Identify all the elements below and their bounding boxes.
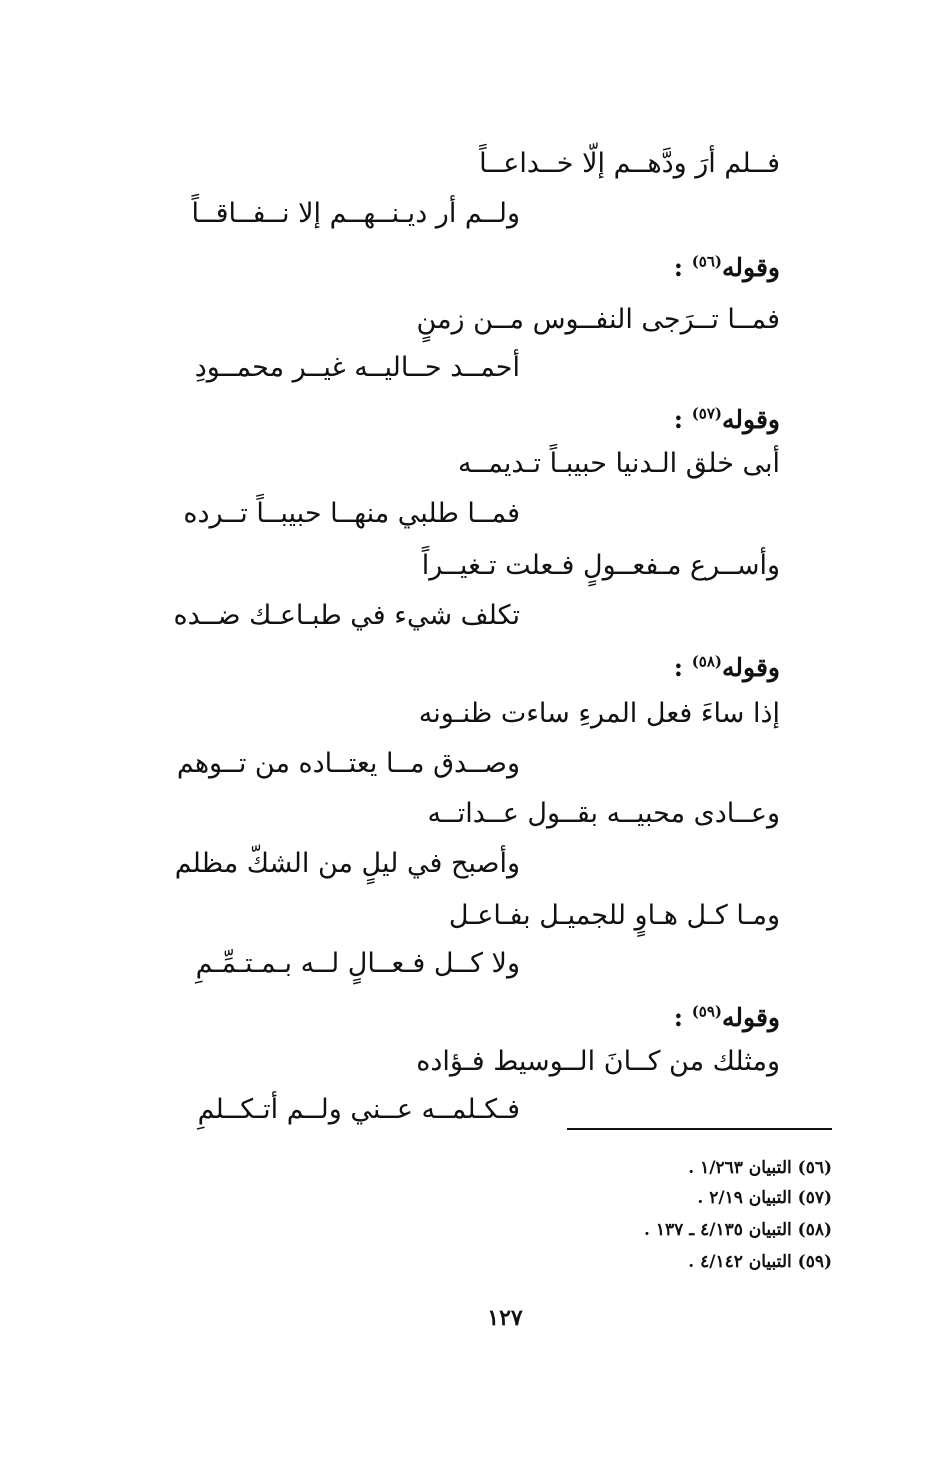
quote-intro: وقوله$^{(٥٩)}$ : xyxy=(673,1002,780,1032)
footnote-ref: (٥٧) xyxy=(691,404,723,423)
verse-line: أحمــد حــاليــه غيــر محمــودِ xyxy=(194,352,520,383)
verse-line: ولا كــل فـعــالٍ لــه بـمـتـمِّـمِ xyxy=(195,948,520,979)
footnote-ref: (٥٩) xyxy=(691,1002,723,1021)
footnote: (٥٧) التبيان ٢/١٩ . xyxy=(697,1188,832,1208)
verse-line: وأصبح في ليلٍ من الشكّ مظلم xyxy=(174,848,520,879)
page-number: ١٢٧ xyxy=(487,1305,523,1331)
verse-line: فمــا تــرَجى النفــوس مــن زمنٍ xyxy=(416,304,780,335)
footnote: (٥٦) التبيان ١/٢٦٣ . xyxy=(688,1158,832,1178)
verse-line: فــلم أرَ ودَّهــم إلّا خــداعــاً xyxy=(479,148,780,179)
verse-line: ومـا كـل هـاوٍ للجميـل بفـاعـل xyxy=(448,900,780,931)
verse-line: أبى خلق الـدنيا حبيبـاً تـديمــه xyxy=(458,448,780,479)
verse-line: فـكـلمــه عــني ولــم أتـكــلمِ xyxy=(197,1094,520,1125)
quote-intro: وقوله$^{(٥٧)}$ : xyxy=(673,404,780,434)
footnote: (٥٩) التبيان ٤/١٤٢ . xyxy=(688,1252,832,1272)
quote-intro: وقوله$^{(٥٦)}$ : xyxy=(673,252,780,282)
verse-line: فمــا طلبي منهــا حبيبــاً تــرده xyxy=(183,498,520,529)
footnote-ref: (٥٨) xyxy=(691,652,723,671)
verse-line: وعــادى محبيــه بقــول عــداتــه xyxy=(427,798,780,829)
verse-line: ولــم أر ديـنــهــم إلا نــفــاقــاً xyxy=(191,198,520,229)
footnote: (٥٨) التبيان ٤/١٣٥ ـ ١٣٧ . xyxy=(644,1220,832,1240)
quote-intro: وقوله$^{(٥٨)}$ : xyxy=(673,652,780,682)
footnote-ref: (٥٦) xyxy=(691,252,723,271)
footnote-divider xyxy=(567,1128,832,1130)
verse-line: تكلف شيء في طبـاعـك ضــده xyxy=(173,600,520,631)
verse-line: وصــدق مــا يعتــاده من تــوهم xyxy=(176,748,520,779)
verse-line: ومثلك من كــانَ الــوسيط فـؤاده xyxy=(416,1046,780,1077)
verse-line: إذا ساءَ فعل المرءِ ساءت ظنـونه xyxy=(418,698,780,729)
verse-line: وأســرع مـفعــولٍ فـعلت تـغيــراً xyxy=(421,550,780,581)
